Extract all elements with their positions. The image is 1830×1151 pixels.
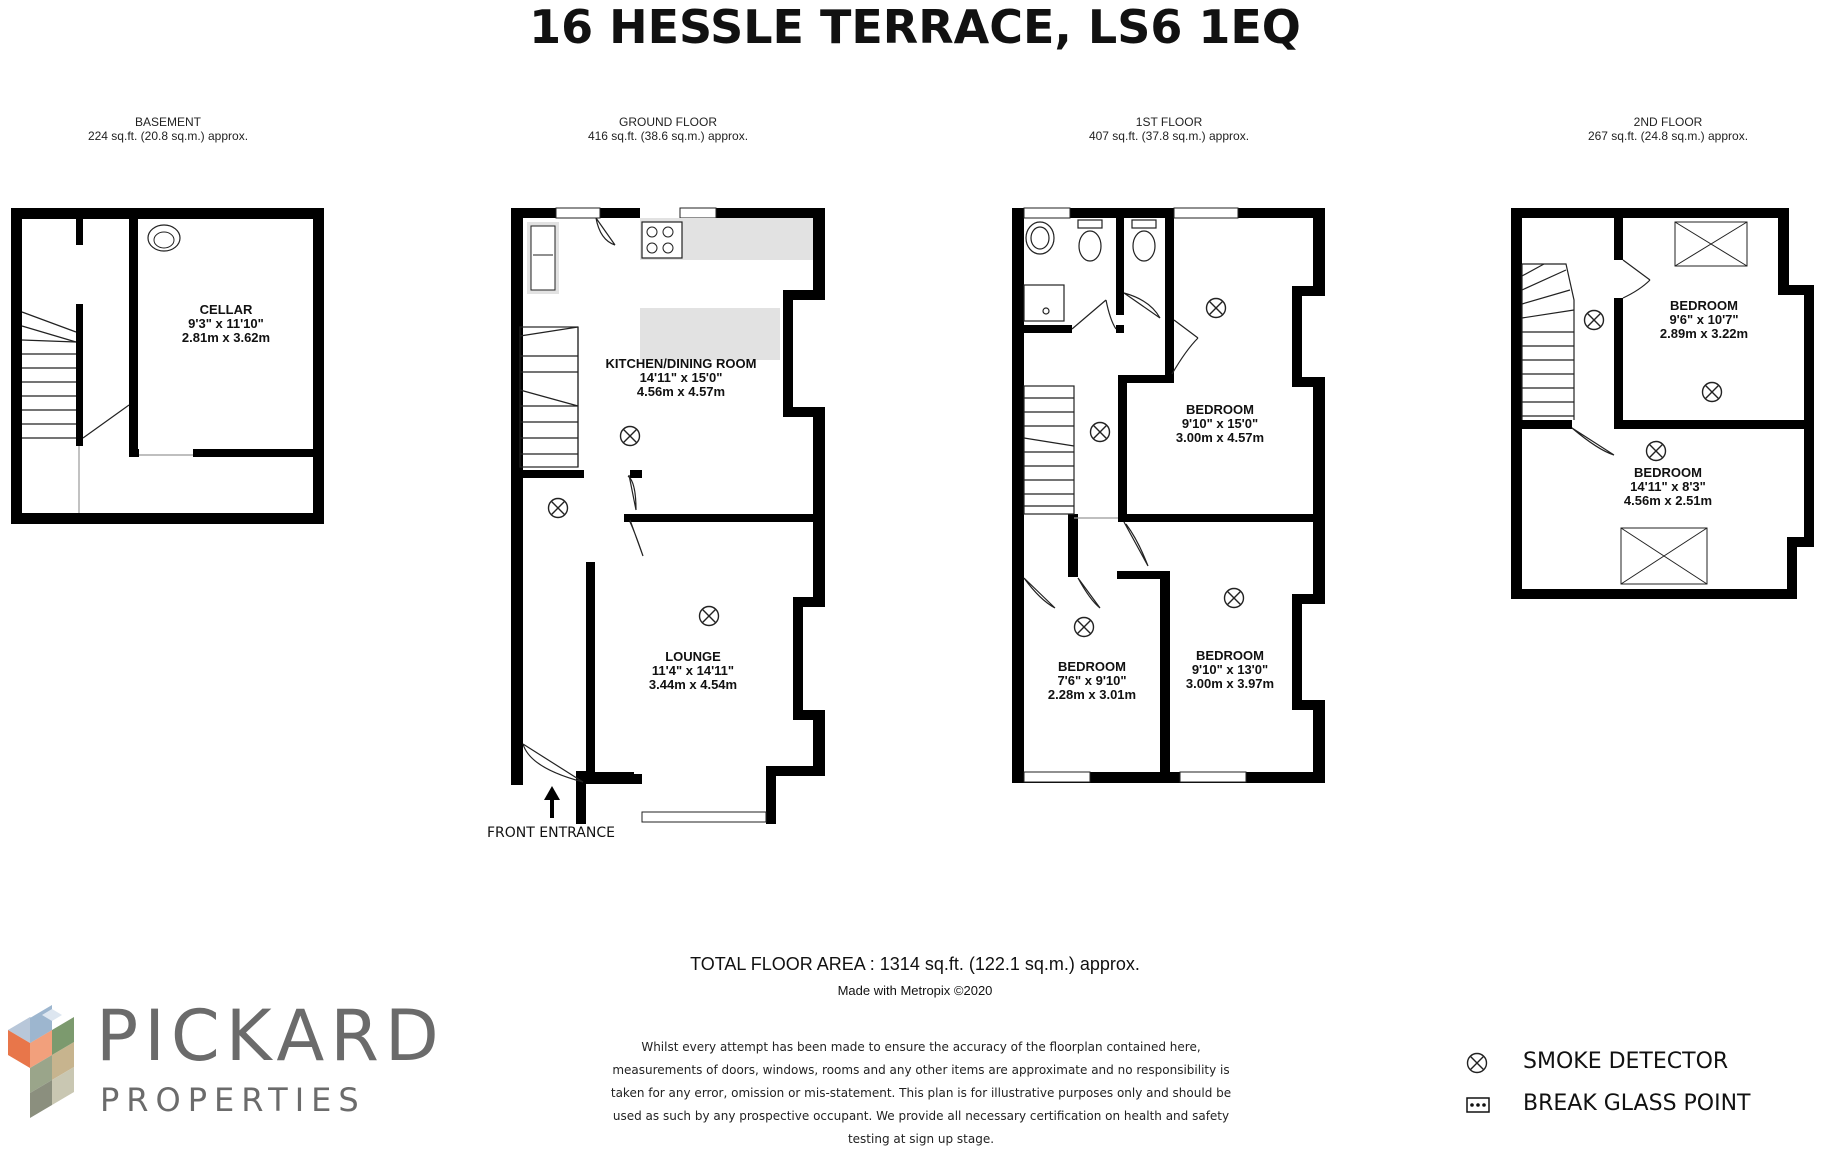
made-with-credit: Made with Metropix ©2020 [837, 983, 993, 998]
room-imperial: 9'6" x 10'7" [1669, 312, 1739, 327]
room-metric: 2.28m x 3.01m [1047, 687, 1137, 702]
second-stairs [1522, 264, 1574, 420]
room-label-bedroom-1f-rear [1176, 402, 1264, 445]
room-label-lounge [649, 649, 737, 692]
room-name: BEDROOM [1186, 402, 1254, 417]
room-imperial: 9'3" x 11'10" [188, 316, 264, 331]
floor-area: 267 sq.ft. (24.8 sq.m.) approx. [1587, 129, 1749, 143]
room-metric: 3.00m x 4.57m [1175, 430, 1265, 445]
room-label-kitchen [606, 356, 757, 399]
first-bathroom-fixtures [1024, 220, 1156, 321]
room-label-bedroom-2f-rear [1660, 298, 1748, 341]
second-skylights [1621, 222, 1747, 584]
basement-stairs [22, 312, 193, 513]
logo-wordmark-pickard: PICKARD [96, 995, 445, 1077]
floor-name: 1ST FLOOR [1135, 115, 1203, 129]
room-metric: 4.56m x 4.57m [636, 384, 726, 399]
room-name: LOUNGE [665, 649, 721, 664]
smoke-detector-icon [1225, 589, 1244, 608]
ground-fixtures [527, 218, 813, 360]
room-metric: 2.89m x 3.22m [1659, 326, 1749, 341]
disclaimer-text: Whilst every attempt has been made to ensure the accuracy of the floorplan contained here, measurements of doors, windows, rooms and any other items are approximate and no responsibility is taken for any error, omission or mis-statement. This plan is for illustrative purposes only and should be used as such by any prospective occupant. We provide all necessary certification on health and safety testing at sign up stage. [610, 1040, 1232, 1146]
room-label-bedroom-1f-front [1186, 648, 1274, 691]
smoke-detector-icon [1091, 423, 1110, 442]
smoke-detector-icon [1207, 299, 1226, 318]
room-imperial: 11'4" x 14'11" [651, 663, 735, 678]
page-title: 16 HESSLE TERRACE, LS6 1EQ [529, 0, 1301, 54]
legend-smoke-detector-label: SMOKE DETECTOR [1523, 1049, 1729, 1074]
room-label-bedroom-2f-front [1624, 465, 1712, 508]
floor-area: 416 sq.ft. (38.6 sq.m.) approx. [587, 129, 749, 143]
smoke-detector-icon [549, 499, 568, 518]
ground-stairs [520, 327, 578, 467]
smoke-detector-icon [621, 427, 640, 446]
room-metric: 3.00m x 3.97m [1185, 676, 1275, 691]
room-metric: 2.81m x 3.62m [181, 330, 271, 345]
room-imperial: 14'11" x 15'0" [639, 370, 723, 385]
room-name: KITCHEN/DINING ROOM [605, 356, 757, 371]
legend-break-glass-point-icon [1467, 1098, 1489, 1112]
room-imperial: 7'6" x 9'10" [1057, 673, 1127, 688]
room-imperial: 14'11" x 8'3" [1630, 479, 1706, 494]
front-entrance-label: FRONT ENTRANCE [487, 825, 615, 841]
first-stairs [1024, 386, 1118, 518]
smoke-detector-icon [1585, 311, 1604, 330]
smoke-detector-icon [1647, 442, 1666, 461]
floor-name: BASEMENT [134, 115, 201, 129]
room-label-cellar [182, 302, 270, 345]
room-name: BEDROOM [1670, 298, 1738, 313]
logo-mark [8, 1005, 74, 1118]
basement-basin [148, 225, 180, 251]
ground-doors [523, 218, 643, 782]
room-metric: 4.56m x 2.51m [1623, 493, 1713, 508]
room-imperial: 9'10" x 15'0" [1181, 416, 1259, 431]
floor-name: 2ND FLOOR [1633, 115, 1703, 129]
legend-break-glass-point-label: BREAK GLASS POINT [1523, 1091, 1751, 1116]
basement-plan [11, 208, 324, 524]
room-metric: 3.44m x 4.54m [648, 677, 738, 692]
total-floor-area: TOTAL FLOOR AREA : 1314 sq.ft. (122.1 sq.m.) approx. [690, 954, 1140, 974]
logo-wordmark-properties: PROPERTIES [100, 1081, 366, 1119]
smoke-detector-icon [700, 607, 719, 626]
smoke-detector-icon [1703, 383, 1722, 402]
front-entrance-arrow [544, 786, 560, 818]
room-name: CELLAR [199, 302, 253, 317]
legend-smoke-detector-icon [1468, 1054, 1487, 1073]
smoke-detector-icon [1075, 618, 1094, 637]
floor-area: 224 sq.ft. (20.8 sq.m.) approx. [87, 129, 249, 143]
room-imperial: 9'10" x 13'0" [1191, 662, 1269, 677]
room-name: BEDROOM [1634, 465, 1702, 480]
room-label-bedroom-1f-small [1048, 659, 1136, 702]
floor-area: 407 sq.ft. (37.8 sq.m.) approx. [1088, 129, 1250, 143]
floor-name: GROUND FLOOR [618, 115, 717, 129]
room-name: BEDROOM [1196, 648, 1264, 663]
room-name: BEDROOM [1058, 659, 1126, 674]
